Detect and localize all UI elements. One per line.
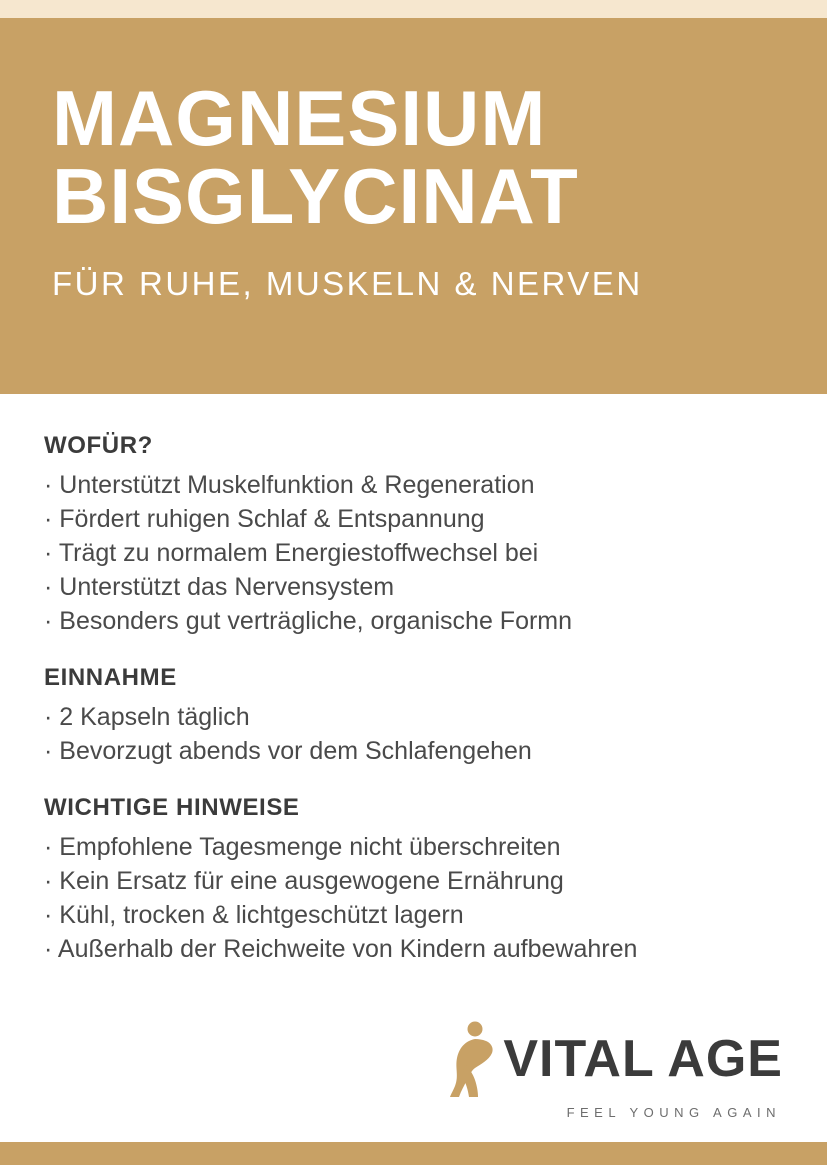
- product-subtitle: FÜR RUHE, MUSKELN & NERVEN: [52, 264, 643, 302]
- logo-tagline: FEEL YOUNG AGAIN: [566, 1105, 781, 1120]
- list-item: · Besonders gut verträgliche, organische Formn: [44, 607, 573, 635]
- logo-row: [445, 1020, 783, 1098]
- list-item: · Unterstützt Muskelfunktion & Regeneration: [44, 471, 535, 499]
- product-title-line-2: BISGLYCINAT: [52, 152, 579, 241]
- info-body: [0, 394, 827, 1142]
- logo-wordmark: VITAL AGE: [503, 1030, 783, 1088]
- section-title: WOFÜR?: [44, 432, 153, 459]
- section-wofuer: [44, 432, 783, 638]
- list-item: · 2 Kapseln täglich: [44, 703, 250, 731]
- list-item: · Unterstützt das Nervensystem: [44, 573, 395, 601]
- header-banner: [0, 18, 827, 394]
- list-item: · Kühl, trocken & lichtgeschützt lagern: [44, 901, 464, 929]
- list-item: · Fördert ruhigen Schlaf & Entspannung: [44, 505, 485, 533]
- product-title-line-1: MAGNESIUM: [52, 74, 547, 162]
- section-title: WICHTIGE HINWEISE: [44, 794, 300, 821]
- bottom-strip: [0, 1142, 827, 1165]
- list-item: · Empfohlene Tagesmenge nicht überschreiten: [44, 833, 561, 861]
- human-figure-icon: [445, 1020, 499, 1098]
- section-title: EINNAHME: [44, 664, 177, 691]
- list-item: · Bevorzugt abends vor dem Schlafengehen: [44, 737, 532, 765]
- list-item: · Trägt zu normalem Energiestoffwechsel bei: [44, 539, 539, 567]
- list-item: · Außerhalb der Reichweite von Kindern aufbewahren: [44, 935, 638, 963]
- section-einnahme: [44, 664, 783, 768]
- list-item: · Kein Ersatz für eine ausgewogene Ernährung: [44, 867, 564, 895]
- section-wichtige-hinweise: [44, 794, 783, 966]
- brand-logo: [445, 1020, 783, 1120]
- top-strip: [0, 0, 827, 18]
